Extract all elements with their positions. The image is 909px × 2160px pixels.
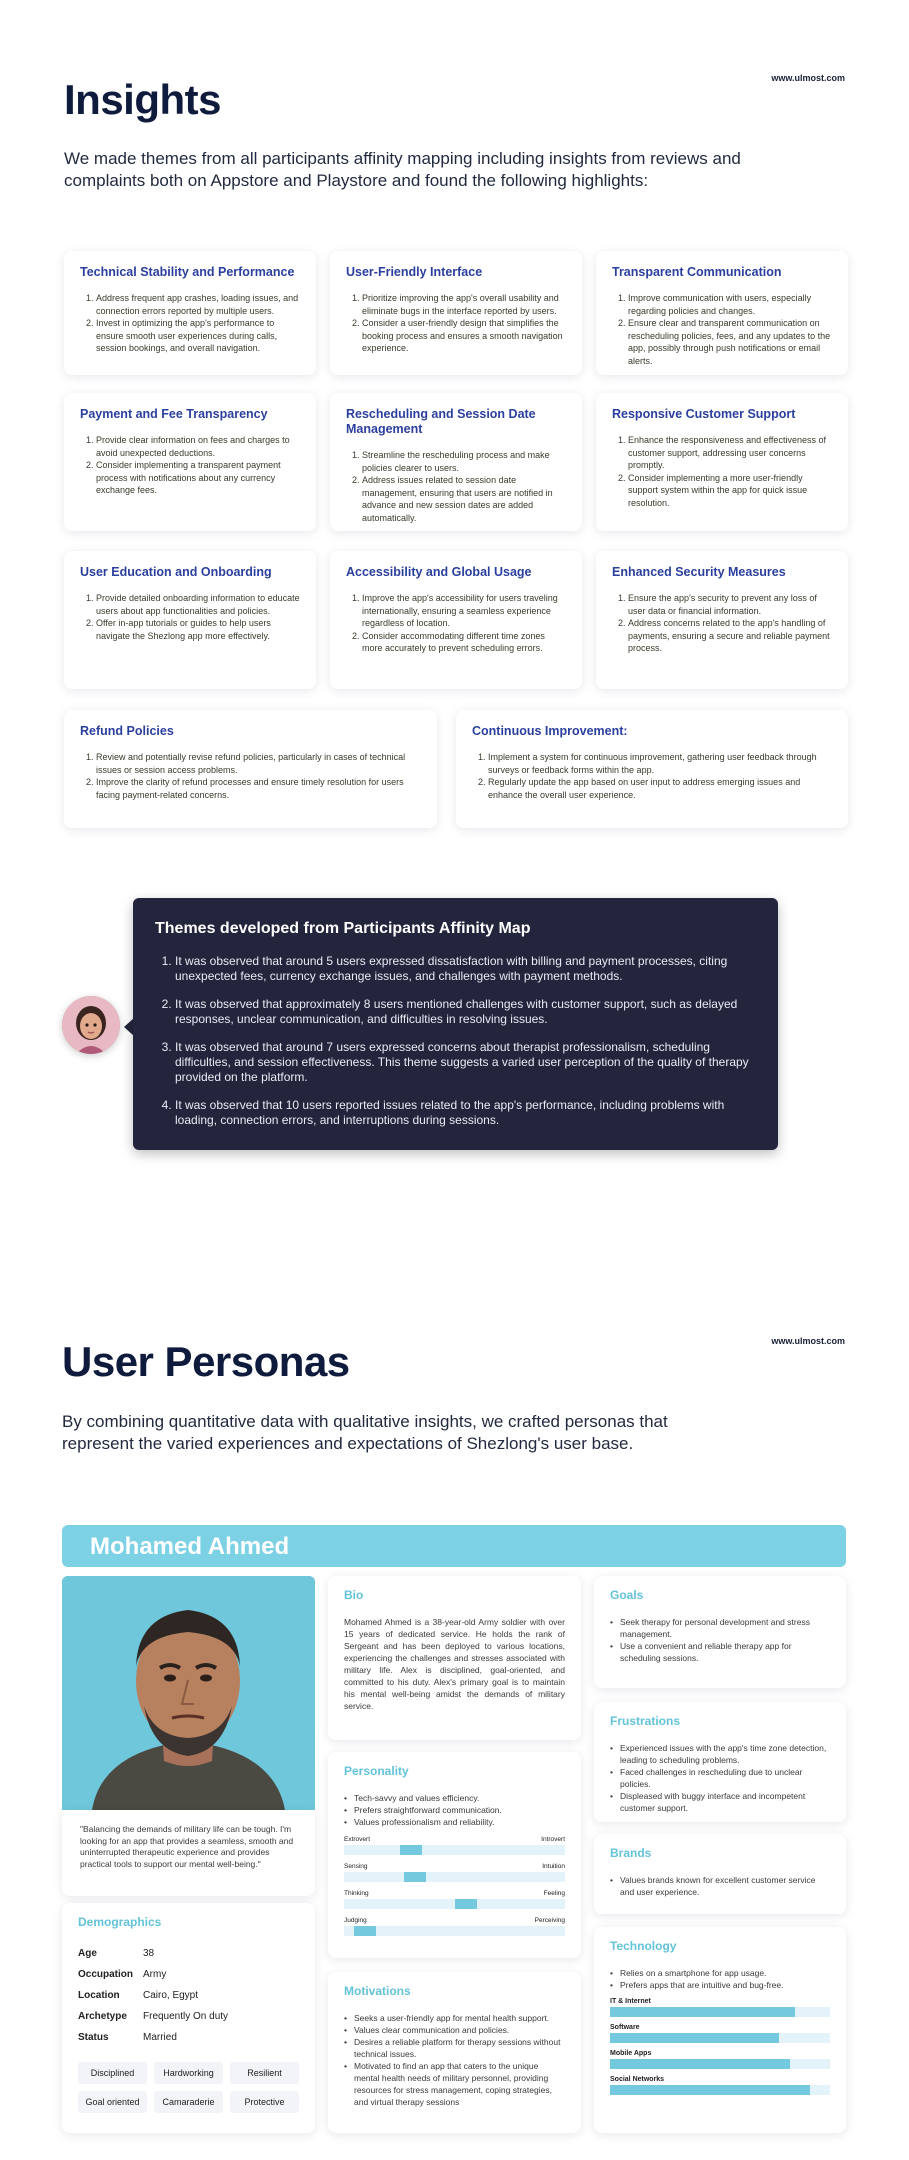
- technology-item: • Prefers apps that are intuitive and bug-free.: [610, 1979, 830, 1991]
- insight-item: 1. Implement a system for continuous improvement, gathering user feedback through surveys or feedback forms within the app.: [488, 751, 832, 776]
- insight-card-title: Continuous Improvement:: [472, 724, 628, 738]
- insight-card-title: Refund Policies: [80, 724, 174, 738]
- persona-name-banner: [62, 1525, 846, 1567]
- trait-tag: Resilient: [230, 2062, 299, 2084]
- tech-level-track: [610, 2007, 830, 2017]
- demographics-card: [62, 1903, 315, 2133]
- motivation-item: • Seeks a user-friendly app for mental health support.: [344, 2012, 565, 2024]
- insight-card: [596, 251, 848, 375]
- insight-card-title: Rescheduling and Session Date Management: [346, 407, 536, 436]
- trait-tag: Goal oriented: [78, 2091, 147, 2113]
- personas-title: User Personas: [62, 1338, 350, 1385]
- insight-item: 1. Improve communication with users, especially regarding policies and changes.: [628, 292, 832, 317]
- motivation-item: • Motivated to find an app that caters to the unique mental health needs of military personnel, providing resources for stress management, coping strategies, and virtual therapy sessions: [344, 2060, 565, 2108]
- demographics-title: Demographics: [78, 1915, 162, 1929]
- demographic-value: Cairo, Egypt: [143, 1990, 199, 2001]
- scale-track: [344, 1872, 565, 1882]
- insight-item: 1. Review and potentially revise refund policies, particularly in cases of technical issues or session access problems.: [96, 751, 421, 776]
- personality-item: • Values professionalism and reliability.: [344, 1816, 565, 1828]
- insight-item: 2. Consider implementing a more user-friendly support system within the app for quick issue resolution.: [628, 472, 832, 510]
- insight-item: 2. Consider a user-friendly design that simplifies the booking process and ensures a smooth navigation experience.: [362, 317, 566, 355]
- theme-item: 3. It was observed that around 7 users expressed concerns about therapist professionalism, scheduling difficulties, and session effectiveness. This theme suggests a varied user perception of the quality of therapy provided on the platform.: [175, 1040, 756, 1085]
- trait-tag: Protective: [230, 2091, 299, 2113]
- personas-lead: By combining quantitative data with qualitative insights, we crafted personas that represent the varied experiences and expectations of Shezlong's user base.: [62, 1412, 668, 1453]
- frustration-item: • Displeased with buggy interface and incompetent customer support.: [610, 1790, 830, 1814]
- persona-portrait: [62, 1576, 315, 1810]
- brands-card: [594, 1834, 846, 1914]
- demographic-key: Occupation: [78, 1969, 134, 1980]
- demographic-key: Archetype: [78, 2011, 127, 2022]
- insight-card-title: User Education and Onboarding: [80, 565, 272, 579]
- insight-item: 1. Provide clear information on fees and charges to avoid unexpected deductions.: [96, 434, 300, 459]
- personality-item: • Prefers straightforward communication.: [344, 1804, 565, 1816]
- frustration-item: • Faced challenges in rescheduling due to unclear policies.: [610, 1766, 830, 1790]
- scale-track: [344, 1899, 565, 1909]
- insight-item: 2. Invest in optimizing the app's performance to ensure smooth user experiences during calls, session bookings, and overall navigation.: [96, 317, 300, 355]
- insight-item: 1. Streamline the rescheduling process and make policies clearer to users.: [362, 449, 566, 474]
- personality-card: [328, 1752, 581, 1958]
- scale-right-label: Introvert: [541, 1836, 565, 1843]
- tech-level-label: Software: [610, 2024, 640, 2031]
- personality-scale: [344, 1863, 565, 1882]
- insight-item: 1. Enhance the responsiveness and effectiveness of customer support, addressing user concerns promptly.: [628, 434, 832, 472]
- scale-track: [344, 1926, 565, 1936]
- motivations-card: [328, 1972, 581, 2133]
- tech-level-track: [610, 2059, 830, 2069]
- insight-card: [64, 251, 316, 375]
- insight-item: 1. Prioritize improving the app's overall usability and eliminate bugs in the interface reported by users.: [362, 292, 566, 317]
- trait-tags: [78, 2062, 299, 2113]
- insight-card-title: Accessibility and Global Usage: [346, 565, 532, 579]
- demographic-key: Location: [78, 1990, 120, 2001]
- insight-card: [330, 251, 582, 375]
- demographic-key: Age: [78, 1948, 97, 1959]
- site-url-personas[interactable]: www.ulmost.com: [771, 1336, 845, 1346]
- scale-left-label: Sensing: [344, 1863, 368, 1870]
- insight-card: [330, 551, 582, 689]
- themes-title: Themes developed from Participants Affinity Map: [155, 920, 531, 937]
- scale-marker: [455, 1899, 477, 1909]
- demographic-row: [78, 2027, 299, 2048]
- insight-item: 1. Improve the app's accessibility for users traveling internationally, ensuring a seamless experience regardless of location.: [362, 592, 566, 630]
- frustration-item: • Experienced issues with the app's time zone detection, leading to scheduling problems.: [610, 1742, 830, 1766]
- tech-level-fill: [610, 2033, 779, 2043]
- frustrations-card: [594, 1702, 846, 1822]
- bio-title: Bio: [344, 1588, 364, 1602]
- trait-tag: Hardworking: [154, 2062, 223, 2084]
- insight-card: [596, 551, 848, 689]
- scale-left-label: Thinking: [344, 1890, 369, 1897]
- insight-item: 2. Address issues related to session date management, ensuring that users are notified in advance and new session dates are added automatically.: [362, 474, 566, 524]
- demographic-value: Frequently On duty: [143, 2011, 229, 2022]
- insight-item: 2. Consider implementing a transparent payment process with notifications about any currency exchange fees.: [96, 459, 300, 497]
- insight-card-title: Responsive Customer Support: [612, 407, 796, 421]
- insight-card-title: Payment and Fee Transparency: [80, 407, 268, 421]
- motivations-title: Motivations: [344, 1984, 411, 1998]
- insight-card-title: Technical Stability and Performance: [80, 265, 295, 279]
- demographic-value: 38: [143, 1948, 155, 1959]
- tech-level-fill: [610, 2059, 790, 2069]
- personality-item: • Tech-savvy and values efficiency.: [344, 1792, 565, 1804]
- insight-item: 1. Provide detailed onboarding information to educate users about app functionalities and policies.: [96, 592, 300, 617]
- bio-card: [328, 1576, 581, 1740]
- insight-card: [64, 710, 437, 828]
- insight-card-title: User-Friendly Interface: [346, 265, 483, 279]
- technology-item: • Relies on a smartphone for app usage.: [610, 1967, 830, 1979]
- demographic-row: [78, 2006, 299, 2027]
- insight-card: [64, 551, 316, 689]
- themes-panel: [133, 898, 778, 1150]
- tech-level-label: Social Networks: [610, 2076, 665, 2083]
- scale-marker: [404, 1872, 426, 1882]
- scale-right-label: Feeling: [543, 1890, 565, 1897]
- tech-level-label: Mobile Apps: [610, 2050, 652, 2057]
- scale-track: [344, 1845, 565, 1855]
- theme-item: 2. It was observed that approximately 8 users mentioned challenges with customer support, such as delayed responses, unclear communication, and difficulties in resolving issues.: [175, 997, 756, 1027]
- persona-name: Mohamed Ahmed: [90, 1533, 290, 1560]
- personality-title: Personality: [344, 1764, 409, 1778]
- persona-photo: [62, 1576, 315, 1810]
- goal-item: • Use a convenient and reliable therapy app for scheduling sessions.: [610, 1640, 830, 1664]
- tech-level-track: [610, 2085, 830, 2095]
- bio-text: Mohamed Ahmed is a 38-year-old Army soldier with over 15 years of dedicated service. He holds the rank of Sergeant and has been deployed to various locations, experiencing the challenges and stresses associated with military life. Alex is disciplined, goal-oriented, and committed to his duty. Alex's primary goal is to maintain his mental well-being amidst the demands of military service.: [344, 1617, 565, 1711]
- insight-card-title: Transparent Communication: [612, 265, 782, 279]
- scale-marker: [354, 1926, 376, 1936]
- page-title: Insights: [64, 76, 222, 123]
- frustrations-title: Frustrations: [610, 1714, 681, 1728]
- personality-scale: [344, 1917, 565, 1936]
- participant-avatar: [62, 996, 120, 1054]
- demographic-row: [78, 1964, 299, 1985]
- demographic-value: Army: [143, 1969, 167, 1980]
- scale-left-label: Judging: [344, 1917, 367, 1924]
- insight-item: 2. Regularly update the app based on user input to address emerging issues and enhance the overall user experience.: [488, 776, 832, 801]
- demographic-row: [78, 1985, 299, 2006]
- goal-item: • Seek therapy for personal development and stress management.: [610, 1616, 830, 1640]
- insight-item: 2. Ensure clear and transparent communication on rescheduling policies, fees, and any updates to the app, possibly through push notifications or email alerts.: [628, 317, 832, 367]
- motivation-item: • Values clear communication and policies.: [344, 2024, 565, 2036]
- insight-card-title: Enhanced Security Measures: [612, 565, 786, 579]
- insight-item: 1. Address frequent app crashes, loading issues, and connection errors reported by multiple users.: [96, 292, 300, 317]
- avatar-illustration: [62, 996, 120, 1054]
- scale-marker: [400, 1845, 422, 1855]
- tech-level-fill: [610, 2085, 810, 2095]
- theme-item: 4. It was observed that 10 users reported issues related to the app's performance, including problems with loading, connection errors, and interruptions during sessions.: [175, 1098, 756, 1128]
- tech-level-track: [610, 2033, 830, 2043]
- scale-left-label: Extrovert: [344, 1836, 371, 1843]
- insight-card: [64, 393, 316, 531]
- persona-quote: "Balancing the demands of military life can be tough. I'm looking for an app that provides a seamless, smooth and uninterrupted therapeutic experience and provides practical tools to support our mental well-being.": [62, 1810, 315, 1896]
- technology-title: Technology: [610, 1939, 677, 1953]
- demographic-value: Married: [143, 2032, 177, 2043]
- trait-tag: Camaraderie: [154, 2091, 223, 2113]
- demographic-row: [78, 1943, 299, 1964]
- scale-right-label: Intuition: [542, 1863, 565, 1870]
- insight-item: 2. Offer in-app tutorials or guides to help users navigate the Shezlong app more effectively.: [96, 617, 300, 642]
- brand-item: • Values brands known for excellent customer service and user experience.: [610, 1874, 830, 1898]
- trait-tag: Disciplined: [78, 2062, 147, 2084]
- insight-card: [456, 710, 848, 828]
- insights-lead: We made themes from all participants affinity mapping including insights from reviews and complaints both on Appstore and Playstore and found the following highlights:: [64, 149, 741, 190]
- site-url[interactable]: www.ulmost.com: [771, 73, 845, 83]
- theme-item: 1. It was observed that around 5 users expressed dissatisfaction with billing and payment processes, citing unexpected fees, currency exchange issues, and challenges with payment methods.: [175, 954, 756, 984]
- motivation-item: • Desires a reliable platform for therapy sessions without technical issues.: [344, 2036, 565, 2060]
- tech-level-label: IT & Internet: [610, 1998, 651, 2005]
- insight-card: [330, 393, 582, 531]
- scale-right-label: Perceiving: [534, 1917, 565, 1924]
- insight-card: [596, 393, 848, 531]
- personality-scale: [344, 1890, 565, 1909]
- insight-item: 2. Address concerns related to the app's handling of payments, ensuring a secure and reliable payment process.: [628, 617, 832, 655]
- insight-item: 2. Improve the clarity of refund processes and ensure timely resolution for users facing payment-related concerns.: [96, 776, 421, 801]
- technology-card: [594, 1927, 846, 2133]
- demographic-key: Status: [78, 2032, 109, 2043]
- goals-card: [594, 1576, 846, 1688]
- personality-scale: [344, 1836, 565, 1855]
- insight-item: 2. Consider accommodating different time zones more accurately to prevent scheduling errors.: [362, 630, 566, 655]
- goals-title: Goals: [610, 1588, 644, 1602]
- brands-title: Brands: [610, 1846, 652, 1860]
- tech-level-fill: [610, 2007, 795, 2017]
- insight-item: 1. Ensure the app's security to prevent any loss of user data or financial information.: [628, 592, 832, 617]
